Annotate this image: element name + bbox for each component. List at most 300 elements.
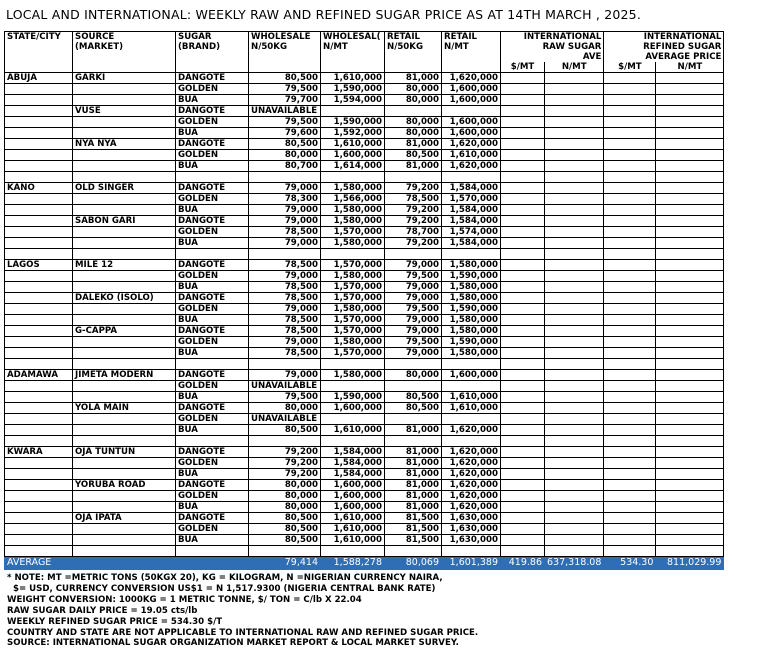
table-row — [5, 139, 724, 150]
intl-raw-n-cell — [545, 436, 604, 447]
intl-refined-n-cell — [656, 337, 724, 348]
intl-refined-usd-cell — [604, 414, 656, 425]
wholesale-mt-cell: 1,590,000 — [321, 392, 385, 403]
wholesale-50kg-cell: 79,500 — [249, 117, 321, 128]
retail-mt-cell: 1,574,000 — [442, 227, 501, 238]
source-cell — [73, 238, 176, 249]
wholesale-50kg-cell: 78,500 — [249, 348, 321, 359]
source-cell — [73, 205, 176, 216]
header-intl-raw-3: AVE — [501, 52, 604, 62]
wholesale-50kg-cell: 80,000 — [249, 491, 321, 502]
wholesale-mt-cell — [321, 436, 385, 447]
intl-raw-usd-cell — [501, 293, 545, 304]
retail-50kg-cell: 79,200 — [385, 183, 442, 194]
retail-50kg-cell: 80,000 — [385, 370, 442, 381]
intl-refined-n-cell — [656, 249, 724, 260]
retail-50kg-cell: 80,000 — [385, 128, 442, 139]
state-cell — [5, 205, 73, 216]
intl-refined-usd-cell — [604, 326, 656, 337]
intl-raw-n-cell — [545, 403, 604, 414]
source-cell — [73, 271, 176, 282]
brand-cell: GOLDEN — [176, 458, 249, 469]
intl-refined-usd-cell — [604, 139, 656, 150]
retail-50kg-cell: 81,000 — [385, 469, 442, 480]
intl-refined-usd-cell — [604, 183, 656, 194]
intl-refined-n-cell — [656, 128, 724, 139]
table-row — [5, 128, 724, 139]
intl-raw-usd-cell — [501, 282, 545, 293]
intl-refined-usd-cell — [604, 381, 656, 392]
state-cell — [5, 524, 73, 535]
intl-refined-n-cell — [656, 205, 724, 216]
intl-refined-usd-cell — [604, 260, 656, 271]
state-cell: ABUJA — [5, 73, 73, 84]
state-cell — [5, 216, 73, 227]
intl-raw-usd-cell — [501, 73, 545, 84]
wholesale-mt-cell: 1,580,000 — [321, 304, 385, 315]
average-wholesale-mt: 1,588,278 — [321, 557, 385, 570]
intl-raw-usd-cell — [501, 546, 545, 557]
table-row — [5, 84, 724, 95]
source-cell: VUSE — [73, 106, 176, 117]
wholesale-mt-cell: 1,594,000 — [321, 95, 385, 106]
intl-refined-usd-cell — [604, 436, 656, 447]
wholesale-50kg-cell: 80,000 — [249, 150, 321, 161]
header-retail-50kg: RETAIL — [385, 32, 442, 43]
intl-raw-n-cell — [545, 172, 604, 183]
intl-raw-usd-cell — [501, 348, 545, 359]
intl-refined-n-cell — [656, 513, 724, 524]
brand-cell: DANGOTE — [176, 106, 249, 117]
average-row — [5, 557, 724, 570]
intl-refined-n-cell — [656, 491, 724, 502]
intl-raw-n-cell — [545, 502, 604, 513]
intl-refined-n-cell — [656, 216, 724, 227]
wholesale-50kg-cell — [249, 172, 321, 183]
wholesale-50kg-cell: 80,500 — [249, 425, 321, 436]
retail-mt-cell: 1,590,000 — [442, 271, 501, 282]
retail-50kg-cell: 78,700 — [385, 227, 442, 238]
state-cell — [5, 194, 73, 205]
intl-raw-usd-cell — [501, 106, 545, 117]
intl-raw-usd-cell — [501, 172, 545, 183]
brand-cell: GOLDEN — [176, 304, 249, 315]
brand-cell: GOLDEN — [176, 491, 249, 502]
intl-refined-n-cell — [656, 282, 724, 293]
intl-raw-n-cell — [545, 381, 604, 392]
intl-raw-n-cell — [545, 216, 604, 227]
state-cell — [5, 458, 73, 469]
retail-mt-cell: 1,590,000 — [442, 337, 501, 348]
retail-mt-cell: 1,570,000 — [442, 194, 501, 205]
wholesale-mt-cell: 1,610,000 — [321, 73, 385, 84]
intl-raw-n-cell — [545, 95, 604, 106]
spacer-row — [5, 249, 724, 260]
intl-raw-usd-cell — [501, 128, 545, 139]
retail-mt-cell: 1,630,000 — [442, 524, 501, 535]
table-row — [5, 227, 724, 238]
intl-raw-n-cell — [545, 84, 604, 95]
intl-raw-n-cell — [545, 546, 604, 557]
intl-raw-usd-cell — [501, 117, 545, 128]
note-line: SOURCE: INTERNATIONAL SUGAR ORGANIZATION MARKET REPORT & LOCAL MARKET SURVEY. — [7, 638, 459, 649]
retail-50kg-cell — [385, 249, 442, 260]
intl-raw-n-cell — [545, 106, 604, 117]
brand-cell: BUA — [176, 238, 249, 249]
table-row — [5, 282, 724, 293]
intl-raw-n-cell — [545, 370, 604, 381]
brand-cell: BUA — [176, 282, 249, 293]
intl-raw-usd-cell — [501, 326, 545, 337]
intl-raw-n-cell — [545, 293, 604, 304]
intl-refined-n-cell — [656, 535, 724, 546]
note-line: WEEKLY REFINED SUGAR PRICE = 534.30 $/T — [7, 616, 223, 627]
retail-mt-cell: 1,584,000 — [442, 216, 501, 227]
source-cell — [73, 392, 176, 403]
wholesale-50kg-cell: 78,500 — [249, 293, 321, 304]
retail-mt-cell: 1,600,000 — [442, 117, 501, 128]
source-cell: JIMETA MODERN — [73, 370, 176, 381]
wholesale-50kg-cell: 80,000 — [249, 403, 321, 414]
brand-cell: BUA — [176, 392, 249, 403]
retail-50kg-cell: 81,000 — [385, 425, 442, 436]
state-cell: KWARA — [5, 447, 73, 458]
intl-raw-usd-cell — [501, 216, 545, 227]
wholesale-mt-cell: 1,600,000 — [321, 480, 385, 491]
wholesale-50kg-cell: 79,200 — [249, 469, 321, 480]
intl-refined-n-cell — [656, 414, 724, 425]
intl-refined-n-cell — [656, 469, 724, 480]
retail-mt-cell: 1,610,000 — [442, 403, 501, 414]
brand-cell: GOLDEN — [176, 381, 249, 392]
wholesale-50kg-cell: UNAVAILABLE — [249, 414, 321, 425]
brand-cell: BUA — [176, 425, 249, 436]
intl-raw-usd-cell — [501, 315, 545, 326]
retail-50kg-cell: 79,200 — [385, 216, 442, 227]
retail-50kg-cell: 79,200 — [385, 205, 442, 216]
retail-mt-cell: 1,584,000 — [442, 183, 501, 194]
header-intl-refined-2: REFINED SUGAR — [604, 42, 724, 52]
intl-raw-usd-cell — [501, 436, 545, 447]
wholesale-50kg-cell: 79,700 — [249, 95, 321, 106]
intl-raw-usd-cell — [501, 447, 545, 458]
table-row — [5, 513, 724, 524]
table-row — [5, 106, 724, 117]
intl-raw-n-cell — [545, 128, 604, 139]
intl-raw-n-cell — [545, 117, 604, 128]
source-cell — [73, 546, 176, 557]
source-cell — [73, 117, 176, 128]
wholesale-mt-cell: 1,584,000 — [321, 469, 385, 480]
intl-raw-n-cell — [545, 304, 604, 315]
retail-mt-cell — [442, 359, 501, 370]
intl-raw-n-cell — [545, 227, 604, 238]
note-line: * NOTE: MT =METRIC TONS (50KGX 20), KG = KILOGRAM, N =NIGERIAN CURRENCY NAIRA, — [7, 573, 443, 583]
state-cell — [5, 469, 73, 480]
intl-raw-n-cell — [545, 535, 604, 546]
source-cell — [73, 161, 176, 172]
intl-refined-n-cell — [656, 172, 724, 183]
intl-raw-n-cell — [545, 282, 604, 293]
wholesale-mt-cell: 1,610,000 — [321, 513, 385, 524]
intl-refined-usd-cell — [604, 150, 656, 161]
state-cell — [5, 480, 73, 491]
state-cell — [5, 150, 73, 161]
brand-cell: DANGOTE — [176, 216, 249, 227]
state-cell — [5, 315, 73, 326]
state-cell — [5, 172, 73, 183]
intl-refined-usd-cell — [604, 249, 656, 260]
state-cell: ADAMAWA — [5, 370, 73, 381]
intl-refined-usd-cell — [604, 513, 656, 524]
table-row — [5, 315, 724, 326]
intl-refined-usd-cell — [604, 194, 656, 205]
wholesale-mt-cell — [321, 381, 385, 392]
wholesale-50kg-cell: 79,500 — [249, 84, 321, 95]
header-raw-n-mt: N/MT — [545, 62, 604, 73]
state-cell: LAGOS — [5, 260, 73, 271]
intl-refined-n-cell — [656, 381, 724, 392]
wholesale-50kg-cell: 80,500 — [249, 524, 321, 535]
retail-mt-cell: 1,610,000 — [442, 150, 501, 161]
intl-refined-usd-cell — [604, 304, 656, 315]
brand-cell: DANGOTE — [176, 326, 249, 337]
intl-raw-usd-cell — [501, 227, 545, 238]
intl-raw-usd-cell — [501, 535, 545, 546]
wholesale-mt-cell: 1,570,000 — [321, 315, 385, 326]
retail-50kg-cell: 81,500 — [385, 513, 442, 524]
intl-refined-usd-cell — [604, 447, 656, 458]
retail-mt-cell: 1,580,000 — [442, 293, 501, 304]
source-cell — [73, 436, 176, 447]
wholesale-mt-cell: 1,584,000 — [321, 447, 385, 458]
average-raw-n: 637,318.08 — [545, 557, 604, 570]
brand-cell: DANGOTE — [176, 73, 249, 84]
note-line: COUNTRY AND STATE ARE NOT APPLICABLE TO INTERNATIONAL RAW AND REFINED SUGAR PRICE. — [7, 627, 479, 638]
state-cell — [5, 304, 73, 315]
spacer-row — [5, 546, 724, 557]
table-row — [5, 293, 724, 304]
brand-cell: DANGOTE — [176, 370, 249, 381]
state-cell — [5, 491, 73, 502]
state-cell — [5, 95, 73, 106]
intl-refined-n-cell — [656, 524, 724, 535]
table-row — [5, 348, 724, 359]
intl-refined-n-cell — [656, 392, 724, 403]
intl-refined-n-cell — [656, 436, 724, 447]
intl-raw-usd-cell — [501, 150, 545, 161]
source-cell: SABON GARI — [73, 216, 176, 227]
brand-cell — [176, 172, 249, 183]
retail-50kg-cell: 79,000 — [385, 260, 442, 271]
table-row — [5, 337, 724, 348]
brand-cell: GOLDEN — [176, 271, 249, 282]
wholesale-50kg-cell: 79,000 — [249, 337, 321, 348]
brand-cell: BUA — [176, 469, 249, 480]
retail-mt-cell: 1,630,000 — [442, 535, 501, 546]
brand-cell: GOLDEN — [176, 117, 249, 128]
wholesale-mt-cell: 1,580,000 — [321, 183, 385, 194]
intl-raw-n-cell — [545, 315, 604, 326]
state-cell — [5, 546, 73, 557]
table-row — [5, 502, 724, 513]
header-row-3 — [5, 52, 724, 62]
table-row — [5, 117, 724, 128]
intl-refined-n-cell — [656, 73, 724, 84]
wholesale-mt-cell — [321, 249, 385, 260]
table-row — [5, 183, 724, 194]
intl-raw-usd-cell — [501, 513, 545, 524]
intl-refined-n-cell — [656, 95, 724, 106]
retail-50kg-cell: 79,500 — [385, 337, 442, 348]
wholesale-50kg-cell: 78,500 — [249, 315, 321, 326]
intl-raw-n-cell — [545, 150, 604, 161]
retail-50kg-cell: 81,000 — [385, 502, 442, 513]
state-cell — [5, 282, 73, 293]
source-cell: GARKI — [73, 73, 176, 84]
wholesale-50kg-cell: 80,500 — [249, 513, 321, 524]
table-row — [5, 535, 724, 546]
wholesale-mt-cell: 1,570,000 — [321, 260, 385, 271]
brand-cell: DANGOTE — [176, 480, 249, 491]
intl-raw-n-cell — [545, 161, 604, 172]
wholesale-50kg-cell: 78,500 — [249, 282, 321, 293]
source-cell — [73, 304, 176, 315]
table-row — [5, 403, 724, 414]
brand-cell — [176, 249, 249, 260]
source-cell — [73, 524, 176, 535]
retail-50kg-cell: 81,000 — [385, 139, 442, 150]
state-cell: KANO — [5, 183, 73, 194]
header-wholesale-50kg-sub: N/50KG — [249, 42, 321, 52]
intl-refined-usd-cell — [604, 425, 656, 436]
retail-mt-cell — [442, 106, 501, 117]
intl-refined-n-cell — [656, 194, 724, 205]
state-cell — [5, 238, 73, 249]
average-refined-usd: 534.30 — [604, 557, 656, 570]
table-row — [5, 524, 724, 535]
note-line: RAW SUGAR DAILY PRICE = 19.05 cts/lb — [7, 605, 198, 616]
wholesale-50kg-cell: 79,000 — [249, 183, 321, 194]
intl-refined-usd-cell — [604, 238, 656, 249]
retail-50kg-cell: 79,000 — [385, 282, 442, 293]
wholesale-50kg-cell: 80,000 — [249, 480, 321, 491]
wholesale-mt-cell: 1,580,000 — [321, 205, 385, 216]
wholesale-mt-cell — [321, 359, 385, 370]
wholesale-mt-cell: 1,580,000 — [321, 337, 385, 348]
source-cell — [73, 535, 176, 546]
wholesale-mt-cell: 1,570,000 — [321, 326, 385, 337]
state-cell — [5, 293, 73, 304]
brand-cell: DANGOTE — [176, 403, 249, 414]
wholesale-mt-cell: 1,610,000 — [321, 535, 385, 546]
state-cell — [5, 161, 73, 172]
intl-raw-usd-cell — [501, 84, 545, 95]
retail-mt-cell: 1,620,000 — [442, 458, 501, 469]
retail-50kg-cell: 79,000 — [385, 293, 442, 304]
source-cell: OJA TUNTUN — [73, 447, 176, 458]
intl-refined-n-cell — [656, 150, 724, 161]
wholesale-mt-cell: 1,600,000 — [321, 150, 385, 161]
intl-raw-usd-cell — [501, 304, 545, 315]
intl-raw-usd-cell — [501, 469, 545, 480]
retail-50kg-cell: 80,500 — [385, 392, 442, 403]
intl-raw-n-cell — [545, 348, 604, 359]
retail-50kg-cell: 81,500 — [385, 535, 442, 546]
wholesale-mt-cell: 1,570,000 — [321, 227, 385, 238]
intl-raw-usd-cell — [501, 139, 545, 150]
state-cell — [5, 436, 73, 447]
intl-refined-n-cell — [656, 183, 724, 194]
retail-mt-cell: 1,620,000 — [442, 139, 501, 150]
brand-cell: DANGOTE — [176, 260, 249, 271]
source-cell — [73, 84, 176, 95]
brand-cell: DANGOTE — [176, 513, 249, 524]
table-row — [5, 271, 724, 282]
header-sugar: SUGAR — [176, 32, 249, 43]
retail-50kg-cell: 79,000 — [385, 315, 442, 326]
table-row — [5, 469, 724, 480]
source-cell: OLD SINGER — [73, 183, 176, 194]
intl-refined-n-cell — [656, 326, 724, 337]
table-row — [5, 216, 724, 227]
header-retail-mt: RETAIL — [442, 32, 501, 43]
source-cell: DALEKO (ISOLO) — [73, 293, 176, 304]
average-wholesale-50kg: 79,414 — [249, 557, 321, 570]
header-row-1 — [5, 32, 724, 43]
state-cell — [5, 337, 73, 348]
retail-50kg-cell: 81,000 — [385, 480, 442, 491]
brand-cell: DANGOTE — [176, 447, 249, 458]
retail-50kg-cell: 81,000 — [385, 73, 442, 84]
intl-refined-usd-cell — [604, 535, 656, 546]
brand-cell: GOLDEN — [176, 150, 249, 161]
intl-refined-n-cell — [656, 425, 724, 436]
intl-raw-n-cell — [545, 524, 604, 535]
header-source: SOURCE — [73, 32, 176, 43]
retail-mt-cell: 1,620,000 — [442, 425, 501, 436]
retail-50kg-cell — [385, 546, 442, 557]
intl-refined-usd-cell — [604, 403, 656, 414]
intl-raw-usd-cell — [501, 502, 545, 513]
header-intl-raw-1: INTERNATIONAL — [501, 32, 604, 43]
intl-raw-usd-cell — [501, 392, 545, 403]
intl-raw-usd-cell — [501, 95, 545, 106]
table-row — [5, 194, 724, 205]
intl-raw-usd-cell — [501, 381, 545, 392]
retail-50kg-cell: 79,500 — [385, 271, 442, 282]
table-row — [5, 447, 724, 458]
intl-refined-usd-cell — [604, 337, 656, 348]
intl-refined-n-cell — [656, 447, 724, 458]
header-intl-refined-3: AVERAGE PRICE — [604, 52, 724, 62]
wholesale-50kg-cell: 79,000 — [249, 205, 321, 216]
source-cell — [73, 95, 176, 106]
intl-refined-n-cell — [656, 161, 724, 172]
intl-refined-usd-cell — [604, 84, 656, 95]
brand-cell: GOLDEN — [176, 337, 249, 348]
spacer-row — [5, 359, 724, 370]
intl-raw-usd-cell — [501, 238, 545, 249]
wholesale-50kg-cell: 79,600 — [249, 128, 321, 139]
brand-cell: DANGOTE — [176, 183, 249, 194]
wholesale-mt-cell: 1,590,000 — [321, 117, 385, 128]
state-cell — [5, 227, 73, 238]
retail-mt-cell: 1,620,000 — [442, 491, 501, 502]
retail-mt-cell — [442, 381, 501, 392]
intl-refined-n-cell — [656, 238, 724, 249]
intl-raw-n-cell — [545, 139, 604, 150]
